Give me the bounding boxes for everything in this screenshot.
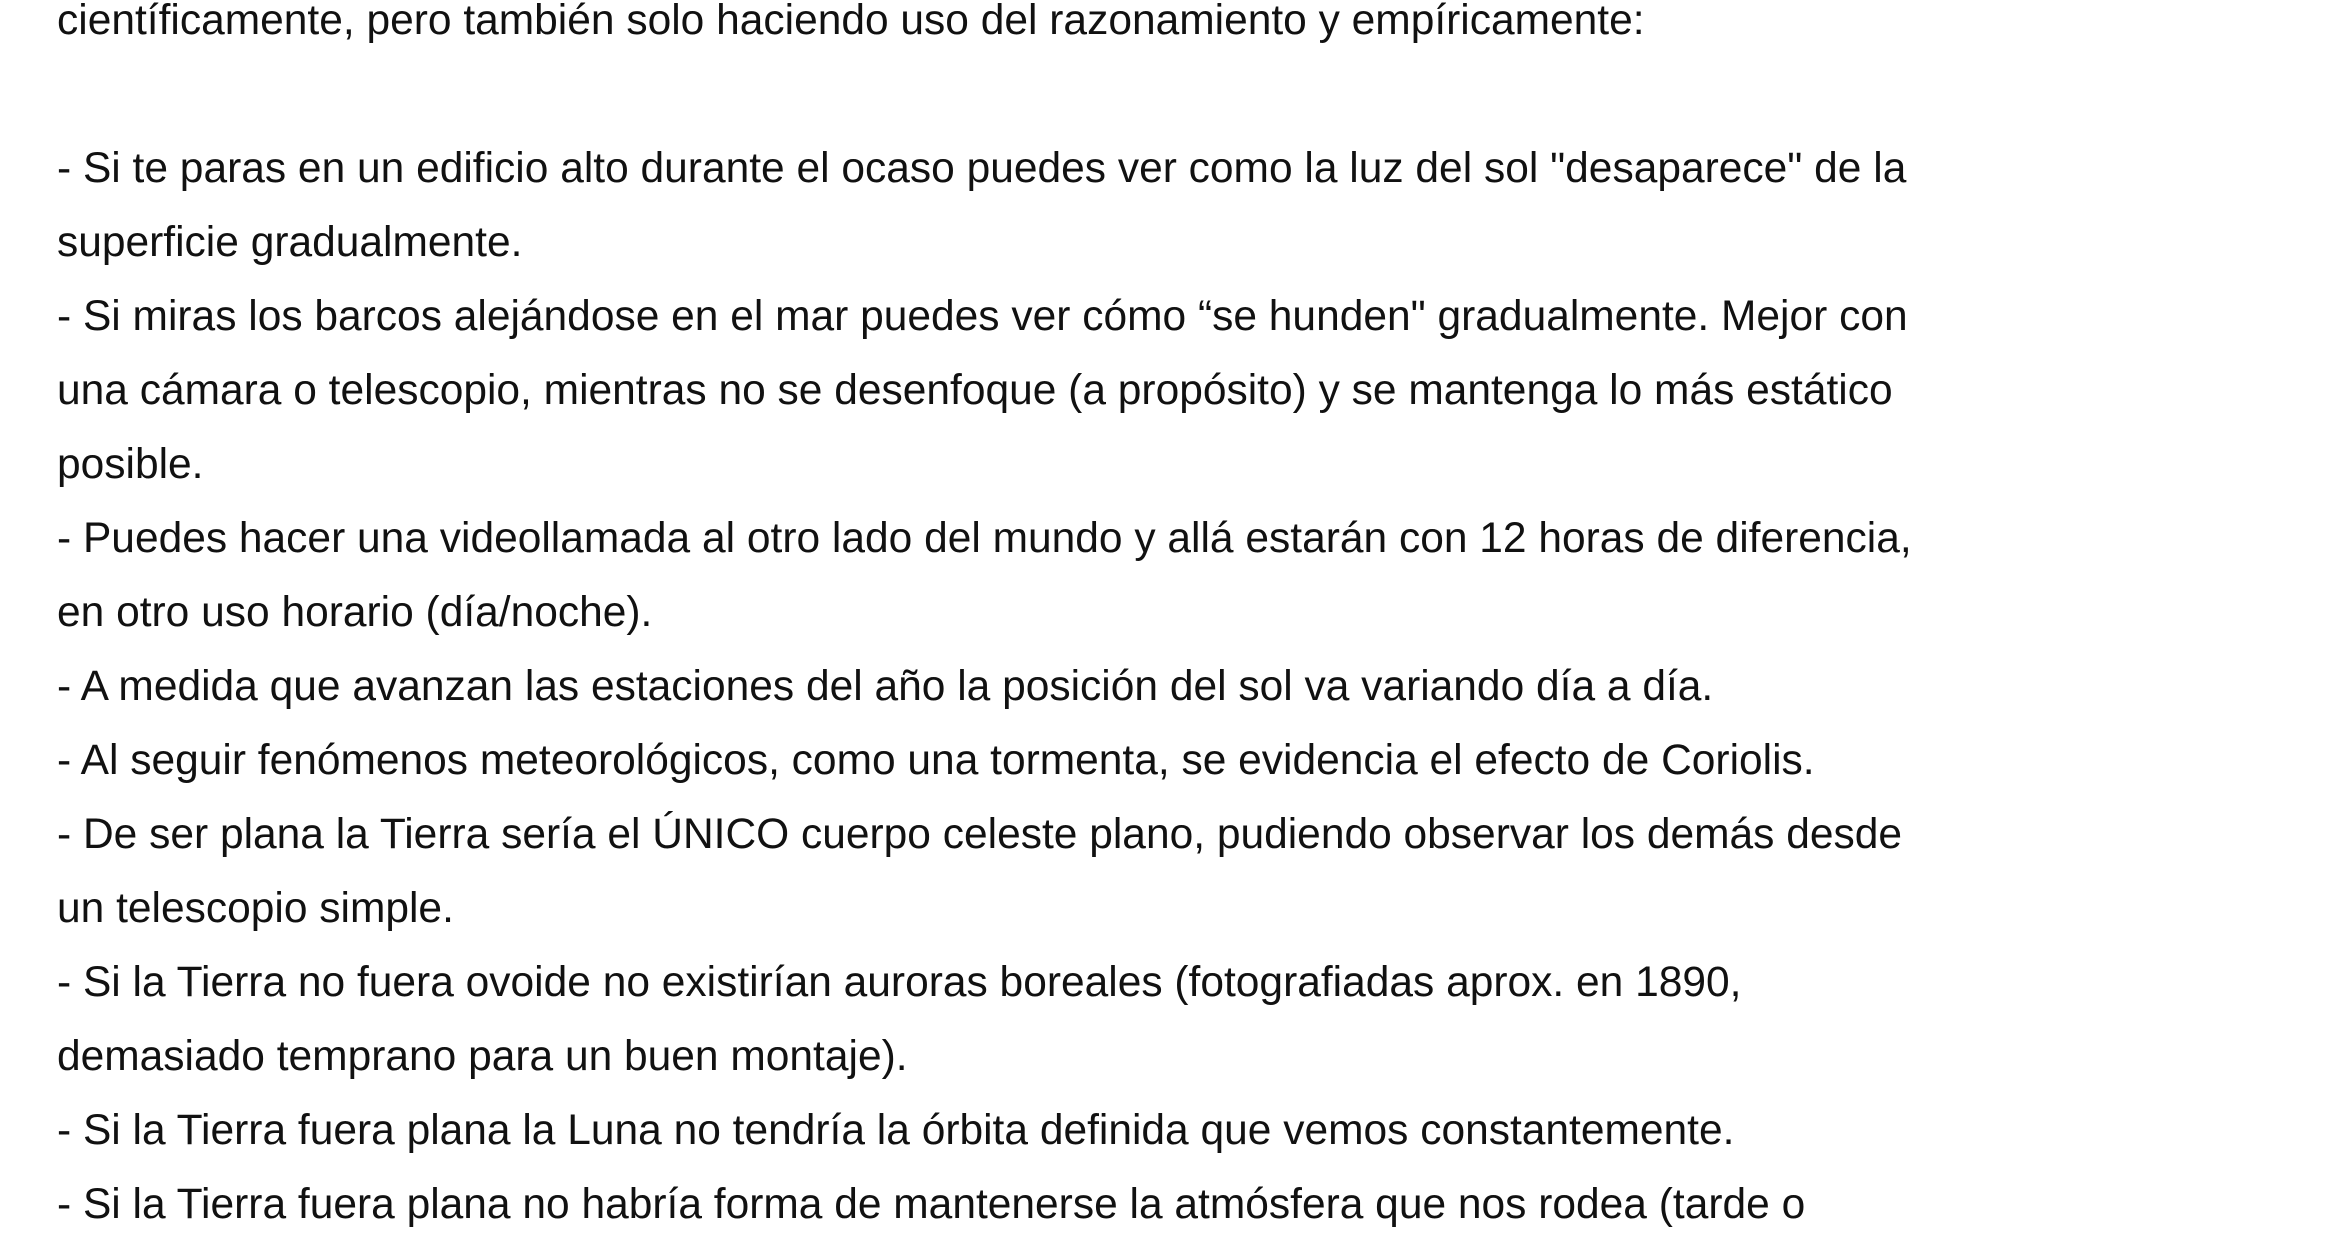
text-line-12: - Si la Tierra no fuera ovoide no existirían auroras boreales (fotografiadas aprox. en 1890, (57, 959, 1742, 1006)
blank-line (57, 58, 2337, 132)
document-body (57, 0, 2337, 1242)
text-line-1: - Si te paras en un edificio alto durante el ocaso puedes ver como la luz del sol "desaparece" de la (57, 145, 1907, 192)
text-line-13: demasiado temprano para un buen montaje). (57, 1033, 908, 1080)
text-line-15: - Si la Tierra fuera plana no habría forma de mantenerse la atmósfera que nos rodea (tarde o (57, 1181, 1806, 1228)
text-line-6: - Puedes hacer una videollamada al otro lado del mundo y allá estarán con 12 horas de diferencia, (57, 515, 1912, 562)
text-line-4: una cámara o telescopio, mientras no se desenfoque (a propósito) y se mantenga lo más estático (57, 367, 1893, 414)
text-line-7: en otro uso horario (día/noche). (57, 589, 653, 636)
text-line-8: - A medida que avanzan las estaciones del año la posición del sol va variando día a día. (57, 663, 1714, 710)
text-line-14: - Si la Tierra fuera plana la Luna no tendría la órbita definida que vemos constantemente. (57, 1107, 1735, 1154)
text-line-2: superficie gradualmente. (57, 219, 523, 266)
text-line-3: - Si miras los barcos alejándose en el mar puedes ver cómo “se hunden" gradualmente. Mejor con (57, 293, 1908, 340)
intro-line: científicamente, pero también solo haciendo uso del razonamiento y empíricamente: (57, 0, 1645, 44)
text-line-11: un telescopio simple. (57, 885, 454, 932)
text-line-10: - De ser plana la Tierra sería el ÚNICO cuerpo celeste plano, pudiendo observar los demás desde (57, 811, 1902, 858)
text-line-5: posible. (57, 441, 204, 488)
text-line-9: - Al seguir fenómenos meteorológicos, como una tormenta, se evidencia el efecto de Coriolis. (57, 737, 1815, 784)
